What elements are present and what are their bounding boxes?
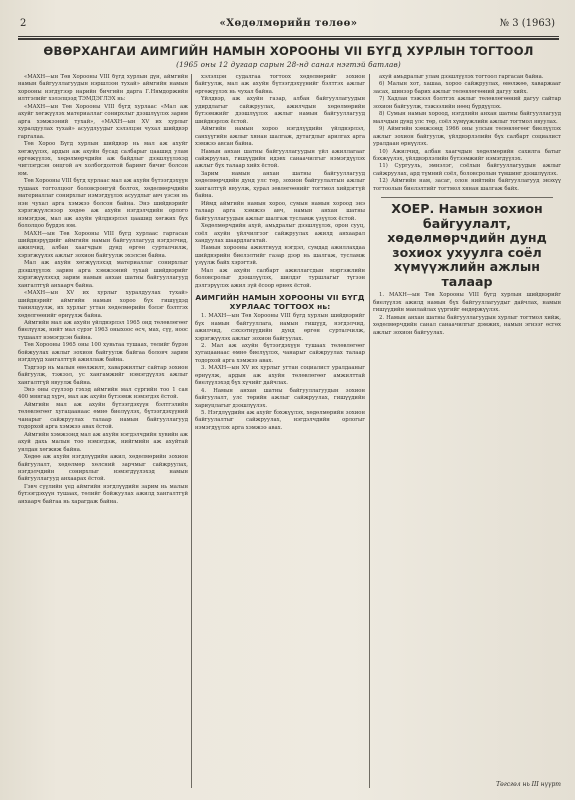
paragraph: 3. МАХН—ын XV их хурлыг угтан социалист уралдааныг өрнүүлж, ардын аж ахуйн төлөвлөгөөг амжилттай биелүүлэхэд бүх хүчийг дайчлах. [195,365,365,387]
masthead-rule-thick [18,38,559,40]
column-1 [18,74,188,788]
paragraph: Энэ оны сүүлээр гэхэд аймгийн мал сүргийн тоо 1 сая 400 мянгад хүрч, мал аж ахуйн бүтээмж нэмэгдэх ёстой. [18,387,188,401]
paragraph: 6) Малын хот, хашаа, хороо сайжруулах, өвөлжөө, хаваржааг засах, шинээр барих ажлыг төлөвлөгөөний дагуу хийх. [373,81,561,95]
page-number: 2 [20,18,27,29]
paragraph: ахуй амьдралыг улам дээшлүүлэх тогтоол гаргасан байна. [379,74,544,80]
paragraph: Тэдгээр нь малын өвөлжилт, хаваржилтыг сайтар зохион байгуулж, тэжээл, ус хангамжийг нэмэгдүүлэх ажлыг хангалтгүй явуулж байна. [18,364,188,386]
paragraph: Төв Хорооны 1965 оны 100 хувьтаа тушаах, төлийг бүрэн бойжуулах ажлыг зохион байгуулж байгаа боловч зарим нэгдлүүд хангалтгүй ажиллаж байна. [18,342,188,364]
article-columns [18,74,561,788]
paragraph: Аймгийн мал аж ахуйн бүтээгдэхүүн бэлтгэлийн төлөвлөгөөг хугацаанаас өмнө биелүүлэх, бүтээгдэхүүний чанарыг сайжруулах талаар намын байгууллагууд тодорхой арга хэмжээ авах ёстой. [18,401,188,431]
paragraph: МАХН—ын Төв Хорооны VIII бүгд хурлаас гаргасан шийдвэрүүдийг аймгийн намын байгууллагууд нэгдэлчид, ажилчид, албан хаагчдын дунд өргөн сурталчилж, хэрэгжүүлэх ажлыг зохион байгуулж эхэлсэн байна. [18,230,188,259]
paragraph: Зарим намын анхан шатны байгууллагууд хөдөлмөрчдийн дунд улс төр, зохион байгуулалтын ажлыг хангалтгүй явуулж, хурал зөвлөгөөнийг тогтмол хийдэггүй байна. [195,170,365,200]
paragraph: Намын анхан шатны байгууллагуудын үйл ажиллагааг сайжруулах, гишүүдийн идэвх санаачилгыг нэмэгдүүлэх ажлыг бүх талаар хийх ёстой. [195,148,365,170]
paragraph: Хөдөлмөрчдийн ахуй, амьдралыг дээшлүүлэх, орон сууц, соёл ахуйн үйлчилгээг сайжруулах ажилд анхаарал хандуулах шаардлагатай. [195,223,365,244]
paragraph: Мал аж ахуйн хөгжүүлэхэд материаллаг сонирхлыг дээшлүүлэх зарим арга хэмжээний тухай шийдвэрийг хэрэгжүүлэхэд зарим намын анхан шатны байгууллагууд хангалтгүй анхаарч байна. [18,260,188,289]
page-subtitle: (1965 оны 12 дугаар сарын 28-нд санал нэгтэй батлав) [176,60,401,69]
issue-number: № 3 (1963) [499,18,555,29]
section-heading-large: ХОЕР. Намын зохион байгуулалт, хөдөлмөрчдийн дунд зохиох ухуулга соёл хүмүүжлийн ажлын талаар [387,201,547,289]
paragraph: «МАХН—ын Төв Хорооны VIII бүгд хурлаас «Мал аж ахуйг хөгжүүлэх материаллаг сонирхлыг дээшлүүлэх зарим арга хэмжээний тухай», «МАХН—ын XV их хурлыг хуралдуулах тухай» асуудлуудыг хэлэлцэн чухал шийдвэр гаргалаа. [18,103,188,140]
paragraph: Мал аж ахуйн салбарт ажиллагсдын мэргэжлийн боловсролыг дээшлүүлэх, шилдэг туршлагыг түгээн дэлгэрүүлэх ажил зүй ёсоор өрнөх ёстой. [195,267,365,289]
paragraph: 8) Сумын намын хороод, нэгдлийн анхан шатны байгууллагууд малчдын дунд улс төр, соёл хүмүүжлийн ажлыг тогтмол явуулах. [373,111,561,125]
paragraph: Аймгийн намын хороо нэгдлүүдийн үйлдвэрлэл, санхүүгийн ажлыг хянан шалгаж, дутагдлыг арилгах арга хэмжээ авсан байна. [195,126,365,148]
newspaper-name: «Хөдөлмөрийн төлөө» [219,18,358,29]
continuation-note: Төгсгөл нь III нүүрт [496,781,561,788]
section-separator [381,197,553,198]
masthead-rule [18,36,559,37]
column-divider [369,74,370,788]
paragraph: Төв Хорооны VIII бүгд хурлаас мал аж ахуйн бүтээгдэхүүн тушаах тогтолцоог боловсронгуй болгох, хөдөлмөрчдийн материаллаг сонирхлыг нэмэгдүүлэх асуудлыг авч үзсэн нь нэн чухал арга хэмжээ болсон байна. Энэ шийдвэрийг хэрэгжүүлснээр хөдөө аж ахуйн нэгдэлчдийн орлого нэмэгдэж, мал аж ахуйн үйлдвэрлэл цаашид хөгжих бүх бололцоо бүрдэх юм. [18,178,188,230]
paragraph: 1. МАХН—ын Төв Хорооны VIII бүгд хурлын шийдвэрийг бүх намын байгууллага, намын гишүүд, нэгдэлчид, ажилчид, сэхээтнүүдийн дунд өргөн сурталчилж, хэрэгжүүлэх ажлыг зохион байгуулах. [195,313,365,342]
masthead [18,18,559,34]
column-3 [373,74,561,788]
paragraph: 2. Мал аж ахуйн бүтээгдэхүүн тушаах төлөвлөгөөг хугацаанаас өмнө биелүүлэх, чанарыг сайжруулах талаар тодорхой арга хэмжээ авах. [195,342,365,364]
paragraph: Аймгийн мал аж ахуйн үйлдвэрлэл 1965 онд төлөвлөгөөг биелүүлж, нийт мал сүрэг 1963 оныхоос өсч, мах, сүү, ноос тушаалт нэмэгдсэн байна. [18,319,188,341]
paragraph: 1. МАХН—ын Төв Хорооны VIII бүгд хурлын шийдвэрийг биелүүлэх ажилд намын бүх байгууллагуудыг дайчлах, намын гишүүдийн манлайлах үүргийг өндөржүүлэх. [373,292,561,314]
paragraph: Иймд аймгийн намын хороо, сумын намын хороод энэ талаар арга хэмжээ авч, намын анхан шатны байгууллагуудын ажлыг шалгаж тусламж үзүүлэх ёстой. [195,200,365,222]
column-2 [195,74,365,788]
paragraph: Үйлдвэр, аж ахуйн газар, албан байгууллагуудын удирдлагыг сайжруулах, ажилчдын хөдөлмөрийн бүтээмжийг дээшлүүлэх ажлыг намын байгууллагууд шийдвэрлэх ёстой. [195,96,365,125]
paragraph: Төв Хороо Бүгд хурлын шийдвэр нь мал аж ахуйг хөгжүүлэх, ардын аж ахуйн бусад салбарыг цаашид улам өргөжүүлэх, хөдөлмөрчдийн аж байдлыг дээшлүүлэхэд чиглэгдсэн онцгой ач холбогдолтой баримт бичиг болсон юм. [18,141,188,177]
paragraph: Гэвч сүүлийн үед аймгийн нэгдлүүдийн зарим нь малын бүтээгдэхүүн тушаах, төлийг бойжуулах ажилд хангалтгүй анхаарч байгаа нь харагдаж байна. [18,483,188,505]
paragraph: хэлэлцэн судалгаа тогтоох хөдөлмөрийг зохион байгуулж, мал аж ахуйн бүтээгдэхүүнийг бэлтгэх ажлыг өргөжүүлэх нь чухал байна. [195,74,365,95]
paragraph: 9) Аймгийн хэмжээнд 1966 оны улсын төлөвлөгөөг биелүүлэх ажлыг зохион байгуулж, үйлдвэрлэлийн бүх салбарт социалист уралдаан өрнүүлэх. [373,126,561,148]
paragraph: 2. Намын анхан шатны байгууллагуудын хурлыг тогтмол хийж, хөдөлмөрчдийн санал санаачилгыг дэмжих, намын эгнээг өсгөх ажлыг зохион байгуулах. [373,314,561,336]
paragraph: 11) Сургууль, эмнэлэг, соёлын байгууллагуудын ажлыг сайжруулах, ард түмний соёл, боловсролын түвшинг дээшлүүлэх. [373,163,561,177]
paragraph: 4. Намын анхан шатны байгууллагуудын зохион байгуулалт, улс төрийн ажлыг сайжруулах, гишүүдийн хариуцлагыг дээшлүүлэх. [195,387,365,409]
paragraph: «МАХН—ын Төв Хорооны VIII бүгд хурлын дүн, аймгийн намын байгууллагуудын нэршлээн тухай» аймгийн намын хорооны нэгдүгээр нарийн бичгийн дарга Г.Нямдоржийн илтгэлийг хэлэлцээд ТЭМДЭГЛЭХ нь: [18,74,188,103]
paragraph: 7) Хадлан тэжээл бэлтгэх ажлыг төлөвлөгөөний дагуу сайтар зохион байгуулж, тэжээлийн нөөц бүрдүүлэх. [373,96,561,110]
paragraph: 5. Нэгдлүүдийн аж ахуйг бэхжүүлэх, хөдөлмөрийн зохион байгуулалтыг сайжруулах, нэгдэлчдийн орлогыг нэмэгдүүлэх арга хэмжээ авах. [195,410,365,431]
paragraph: Намын хорооны ажилтнууд нэгдэл, сумдад ажиллахдаа шийдвэрийн биелэлтийг газар дээр нь шалгаж, тусламж үзүүлж байх хэрэгтэй. [195,245,365,267]
page-title: ӨВӨРХАНГАИ АИМГИЙН НАМЫН ХОРООНЫ VII БҮГД ХУРЛЫН ТОГТООЛ [43,44,534,58]
paragraph: Хөдөө аж ахуйн нэгдлүүдийн ажил, хөдөлмөрийн зохион байгуулалт, хөдөлмөр хөлсний зарчмыг сайжруулах, нэгдэлчдийн сонирхлыг нэмэгдүүлэхэд намын байгууллагууд анхаарах ёстой. [18,454,188,483]
paragraph: «МАХН—ын XV их хурлыг хуралдуулах тухай» шийдвэрийг аймгийн намын хороо бүх гишүүдэд танилцуулж, их хурлыг угтан хөдөлмөрийн бэлэг бэлтгэх хөдөлгөөнийг өрнүүлж байна. [18,290,188,319]
paragraph: 12) Аймгийн нам, засаг, олон нийтийн байгууллагууд энэхүү тогтоолын биелэлтийг тогтмол хянан шалгаж байх. [373,178,561,192]
paragraph: 10) Ажилчид, албан хаагчдын хөдөлмөрийн сахилга батыг бэхжүүлэх, үйлдвэрлэлийн бүтээмжийг нэмэгдүүлэх. [373,148,561,162]
section-heading: АИМГИЙН НАМЫН ХОРООНЫ VII БҮГД ХУРЛААС ТОГТООХ нь: [195,293,365,312]
paragraph: Аймгийн хэмжээнд мал аж ахуйн нэгдэлчдийн хувийн аж ахуй дахь малын тоо нэмэгдэж, нийгмийн аж ахуйтай уялдан хөгжиж байна. [18,431,188,453]
column-divider [191,74,192,788]
